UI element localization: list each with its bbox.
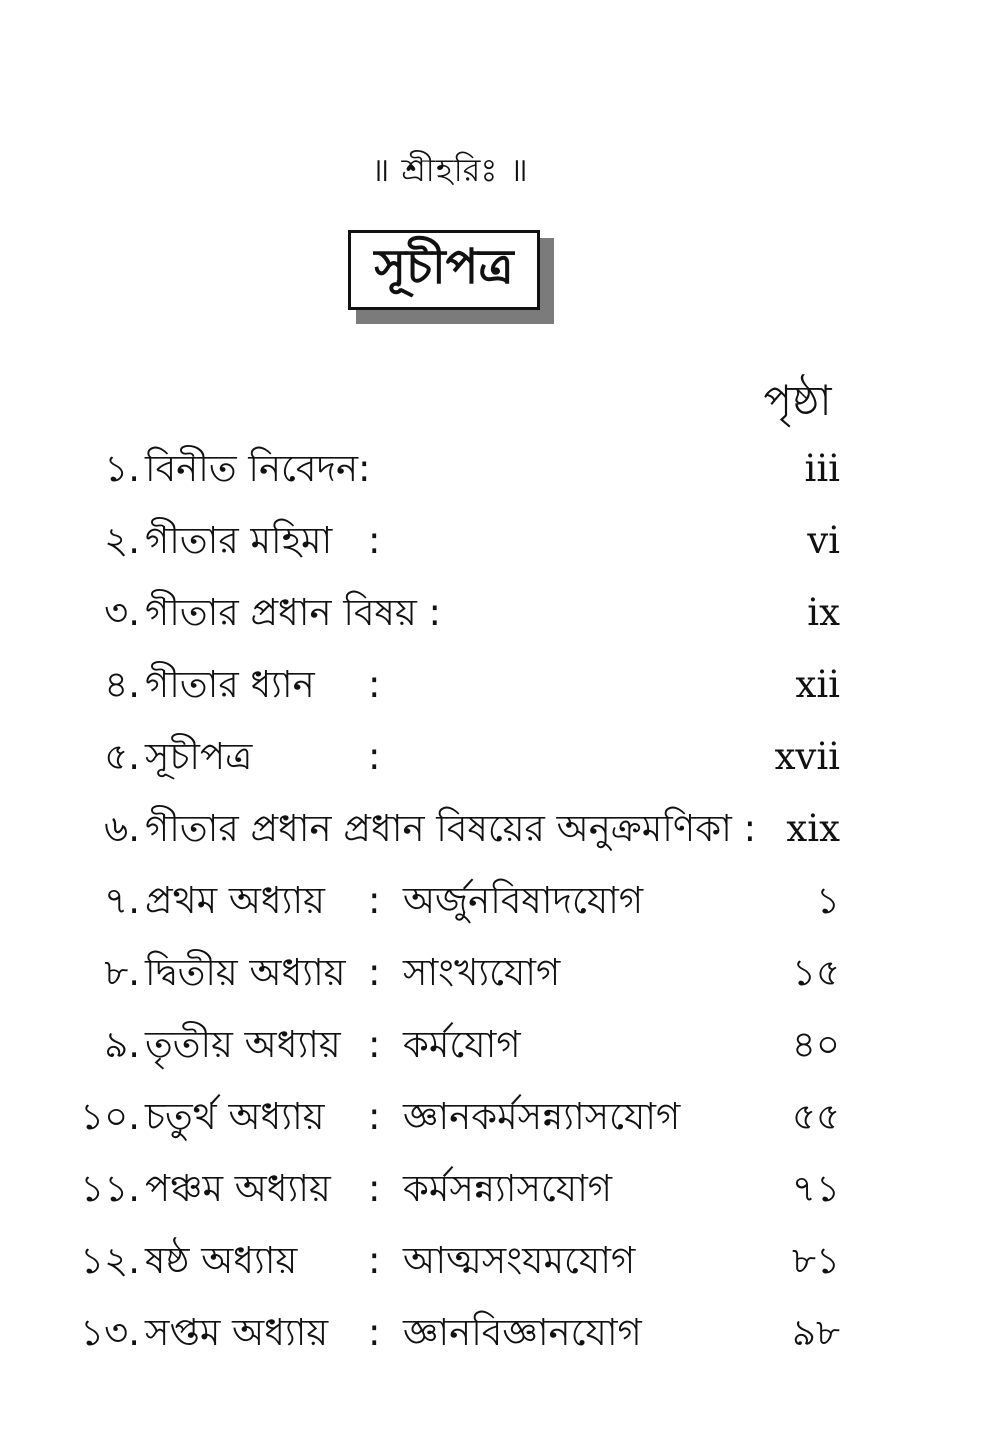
entry-colon: :: [368, 1311, 381, 1354]
entry-number: ১৩.: [80, 1311, 140, 1354]
entry-subtitle: আত্মসংযমযোগ: [403, 1239, 636, 1282]
entry-number: ৭.: [104, 879, 140, 922]
entry-page: ix: [807, 591, 840, 634]
toc-entry-4[interactable]: [0, 649, 985, 721]
entry-number: ৬.: [104, 807, 140, 850]
entry-page: ৯৮: [791, 1311, 840, 1354]
table-of-contents: [0, 433, 985, 1369]
entry-subtitle: কর্মযোগ: [403, 1023, 521, 1066]
toc-entry-7[interactable]: [0, 865, 985, 937]
entry-page: ১৫: [791, 951, 840, 994]
entry-title: ষষ্ঠ অধ্যায়: [145, 1239, 298, 1282]
entry-number: ৫.: [104, 735, 140, 778]
entry-colon: :: [368, 879, 381, 922]
toc-entry-5[interactable]: [0, 721, 985, 793]
toc-entry-8[interactable]: [0, 937, 985, 1009]
page-title: সূচীপত্র: [348, 230, 540, 310]
toc-entry-11[interactable]: [0, 1153, 985, 1225]
toc-entry-6[interactable]: [0, 793, 985, 865]
heading-box: [348, 230, 554, 326]
entry-colon: :: [368, 1095, 381, 1138]
entry-page: ৭১: [791, 1167, 840, 1210]
entry-page: ১: [815, 879, 840, 922]
entry-title: গীতার প্রধান বিষয় :: [145, 591, 441, 634]
entry-subtitle: অর্জুনবিষাদযোগ: [403, 879, 644, 922]
entry-colon: :: [368, 519, 381, 562]
entry-number: ৩.: [104, 591, 140, 634]
entry-title: চতুর্থ অধ্যায়: [145, 1095, 325, 1138]
invocation-text: ॥ শ্রীহরিঃ ॥: [371, 151, 529, 189]
entry-title: গীতার মহিমা: [145, 519, 333, 562]
toc-entry-2[interactable]: [0, 505, 985, 577]
entry-colon: :: [368, 1239, 381, 1282]
toc-entry-9[interactable]: [0, 1009, 985, 1081]
entry-page: ৪০: [791, 1023, 840, 1066]
entry-title: বিনীত নিবেদন:: [145, 447, 371, 490]
entry-subtitle: জ্ঞানকর্মসন্ন্যাসযোগ: [403, 1095, 681, 1138]
entry-title: সপ্তম অধ্যায়: [145, 1311, 329, 1354]
entry-colon: :: [368, 1167, 381, 1210]
entry-number: ১২.: [80, 1239, 140, 1282]
entry-page: ৮১: [791, 1239, 840, 1282]
entry-title: তৃতীয় অধ্যায়: [145, 1023, 341, 1066]
toc-entry-13[interactable]: [0, 1297, 985, 1369]
entry-number: ১১.: [80, 1167, 140, 1210]
entry-title: সূচীপত্র: [145, 735, 253, 778]
entry-subtitle: কর্মসন্ন্যাসযোগ: [403, 1167, 613, 1210]
entry-subtitle: সাংখ্যযোগ: [403, 951, 561, 994]
entry-colon: :: [368, 735, 381, 778]
entry-colon: :: [368, 951, 381, 994]
entry-page: xvii: [774, 735, 840, 778]
entry-page: xii: [795, 663, 840, 706]
toc-entry-1[interactable]: [0, 433, 985, 505]
entry-number: ১০.: [80, 1095, 140, 1138]
entry-number: ৯.: [104, 1023, 140, 1066]
entry-number: ৮.: [104, 951, 140, 994]
entry-colon: :: [368, 663, 381, 706]
page-column-label: পৃষ্ঠা: [763, 376, 832, 425]
entry-title: গীতার ধ্যান: [145, 663, 315, 706]
entry-page: vi: [807, 519, 840, 562]
entry-title: দ্বিতীয় অধ্যায়: [145, 951, 346, 994]
toc-entry-12[interactable]: [0, 1225, 985, 1297]
entry-title: গীতার প্রধান প্রধান বিষয়ের অনুক্রমণিকা :: [145, 807, 757, 850]
toc-entry-10[interactable]: [0, 1081, 985, 1153]
entry-subtitle: জ্ঞানবিজ্ঞানযোগ: [403, 1311, 642, 1354]
entry-page: iii: [804, 447, 840, 490]
toc-entry-3[interactable]: [0, 577, 985, 649]
entry-number: ৪.: [104, 663, 140, 706]
entry-colon: :: [368, 1023, 381, 1066]
entry-number: ১.: [104, 447, 140, 490]
entry-title: প্রথম অধ্যায়: [145, 879, 325, 922]
entry-page: ৫৫: [791, 1095, 840, 1138]
entry-number: ২.: [104, 519, 140, 562]
entry-title: পঞ্চম অধ্যায়: [145, 1167, 331, 1210]
entry-page: xix: [786, 807, 840, 850]
